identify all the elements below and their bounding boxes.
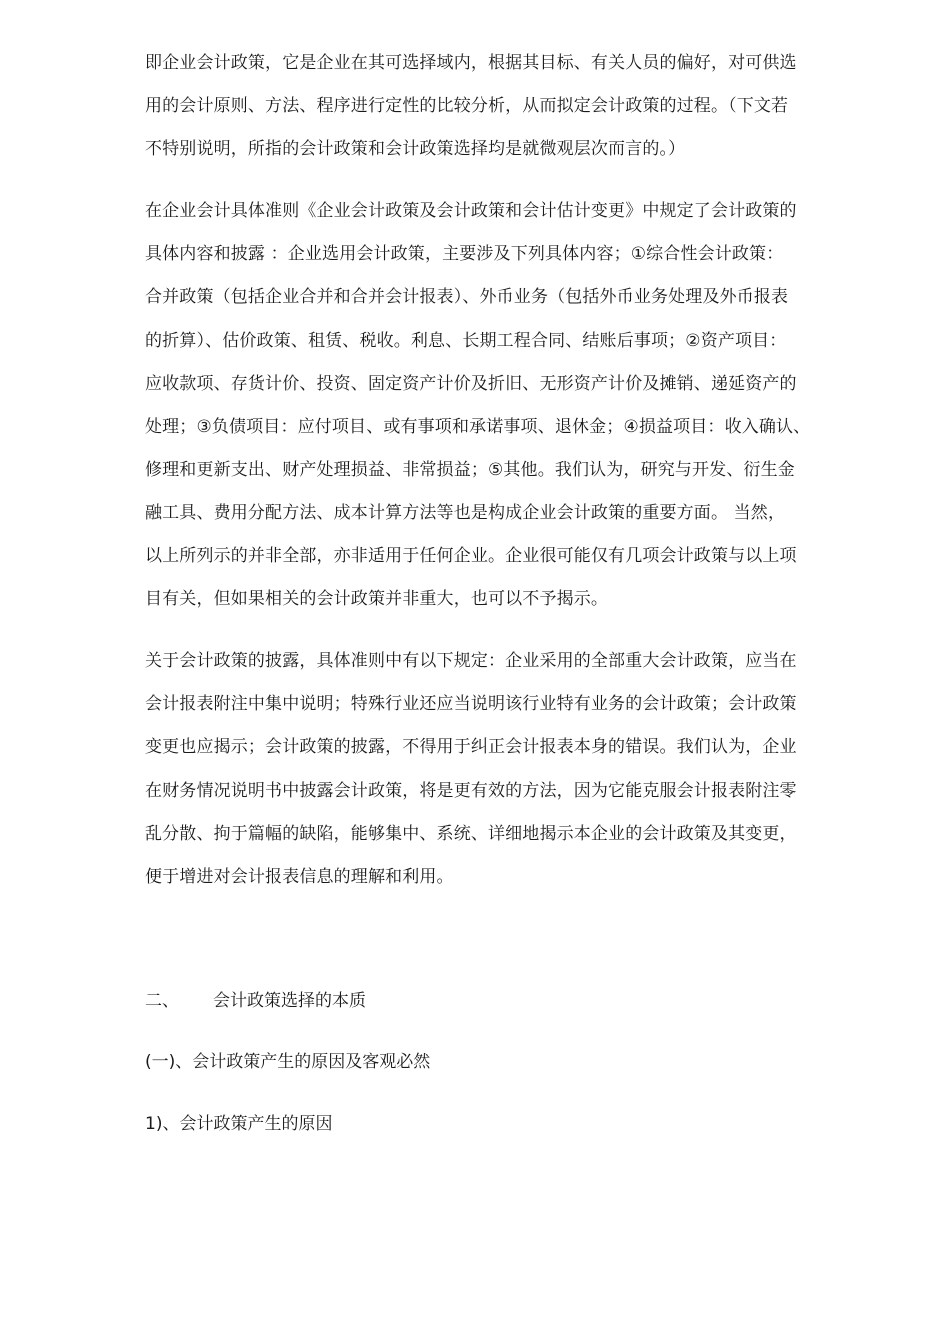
paragraph-line: 合并政策（包括企业合并和合并会计报表）、外币业务（包括外币业务处理及外币报表 bbox=[145, 287, 789, 307]
paragraph-line: 变更也应揭示；会计政策的披露，不得用于纠正会计报表本身的错误。我们认为，企业 bbox=[145, 737, 797, 757]
paragraph-line: 不特别说明，所指的会计政策和会计政策选择均是就微观层次而言的。） bbox=[145, 139, 686, 159]
paragraph-line: 用的会计原则、方法、程序进行定性的比较分析，从而拟定会计政策的过程。（下文若 bbox=[145, 96, 789, 116]
subsubheading: 1)、会计政策产生的原因 bbox=[145, 1114, 333, 1134]
paragraph-line: 乱分散、拘于篇幅的缺陷，能够集中、系统、详细地揭示本企业的会计政策及其变更， bbox=[145, 824, 797, 844]
section-heading bbox=[145, 990, 366, 1012]
paragraph-line: 以上所列示的并非全部，亦非适用于任何企业。企业很可能仅有几项会计政策与以上项 bbox=[145, 546, 797, 566]
paragraph-line: 关于会计政策的披露，具体准则中有以下规定：企业采用的全部重大会计政策，应当在 bbox=[145, 651, 797, 671]
paragraph-line: 修理和更新支出、财产处理损益、非常损益；⑤其他。我们认为，研究与开发、衍生金 bbox=[145, 460, 795, 480]
paragraph-line: 在财务情况说明书中披露会计政策，将是更有效的方法，因为它能克服会计报表附注零 bbox=[145, 781, 797, 801]
paragraph-line: 融工具、费用分配方法、成本计算方法等也是构成企业会计政策的重要方面。 当然， bbox=[145, 503, 786, 523]
subheading: (一)、会计政策产生的原因及客观必然 bbox=[145, 1052, 431, 1072]
paragraph-line: 具体内容和披露 ：企业选用会计政策，主要涉及下列具体内容；①综合性会计政策： bbox=[145, 244, 784, 264]
paragraph-line: 的折算）、估价政策、租赁、税收。利息、长期工程合同、结账后事项；②资产项目： bbox=[145, 331, 787, 351]
section-title: 会计政策选择的本质 bbox=[213, 991, 366, 1011]
paragraph-line: 应收款项、存货计价、投资、固定资产计价及折旧、无形资产计价及摊销、递延资产的 bbox=[145, 374, 797, 394]
paragraph-line: 会计报表附注中集中说明；特殊行业还应当说明该行业特有业务的会计政策；会计政策 bbox=[145, 694, 797, 714]
paragraph-line: 便于增进对会计报表信息的理解和利用。 bbox=[145, 867, 454, 887]
paragraph-line: 即企业会计政策，它是企业在其可选择域内，根据其目标、有关人员的偏好，对可供选 bbox=[145, 53, 797, 73]
paragraph-line: 处理；③负债项目：应付项目、或有事项和承诺事项、退休金；④损益项目：收入确认、 bbox=[145, 417, 811, 437]
paragraph-line: 目有关，但如果相关的会计政策并非重大，也可以不予揭示。 bbox=[145, 589, 609, 609]
section-number: 二、 bbox=[145, 991, 179, 1011]
paragraph-line: 在企业会计具体准则《企业会计政策及会计政策和会计估计变更》中规定了会计政策的 bbox=[145, 201, 797, 221]
